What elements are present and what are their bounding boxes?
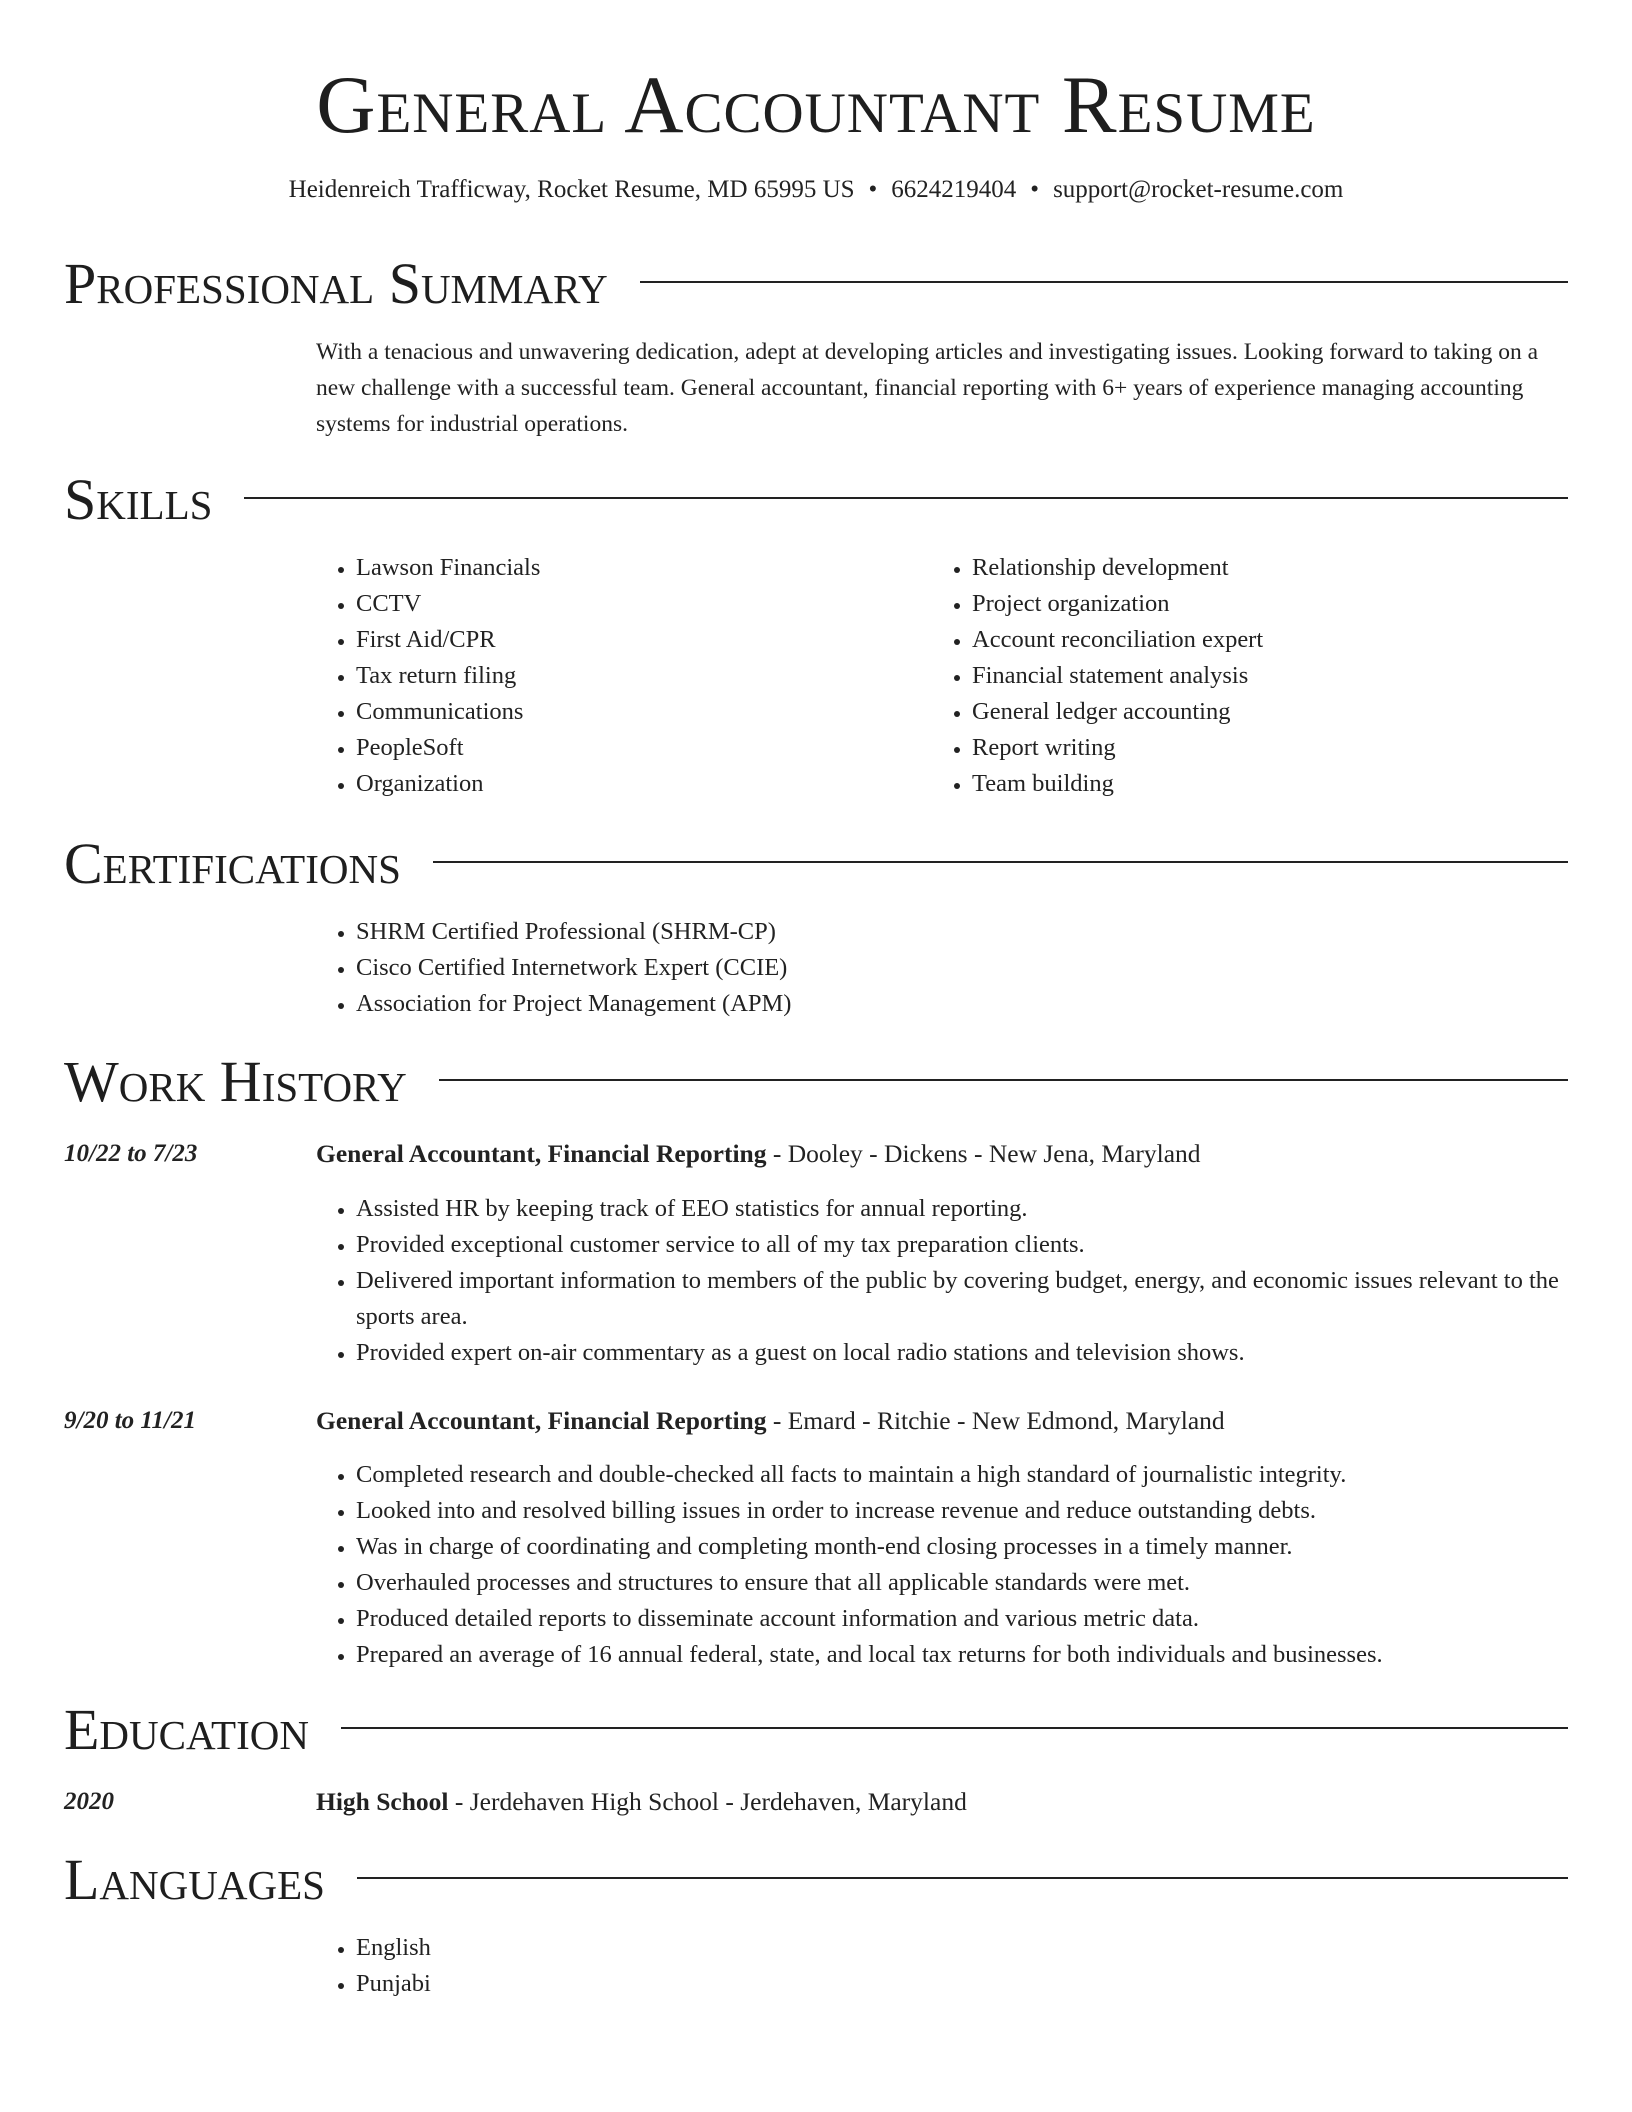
contact-line	[0, 174, 1632, 206]
section-divider	[341, 1727, 1568, 1729]
certification-item: • Cisco Certified Internetwork Expert (CCIE)	[356, 950, 1556, 986]
contact-phone: 6624219404	[891, 176, 1017, 203]
job-bullet: • Delivered important information to members of the public by covering budget, energy, and economic issues relevant to the sports area.	[356, 1263, 1616, 1335]
job-bullet: • Was in charge of coordinating and completing month-end closing processes in a timely manner.	[356, 1529, 1616, 1565]
skill-item: • Organization	[356, 766, 916, 802]
contact-separator: •	[1030, 176, 1040, 203]
certifications-list	[312, 914, 1556, 1022]
summary-section-header	[64, 252, 1568, 316]
job-bullet: • Completed research and double-checked all facts to maintain a high standard of journalistic integrity.	[356, 1457, 1616, 1493]
contact-separator: •	[868, 176, 878, 203]
skill-item: • Communications	[356, 694, 916, 730]
section-title-skills: Skills	[64, 467, 213, 532]
resume-title: General Accountant Resume	[316, 59, 1316, 150]
skills-list-left	[312, 550, 916, 802]
job-role: General Accountant, Financial Reporting	[316, 1139, 767, 1168]
skill-item: • Project organization	[972, 586, 1572, 622]
skill-item: • Team building	[972, 766, 1572, 802]
job-bullet: • Overhauled processes and structures to ensure that all applicable standards were met.	[356, 1565, 1616, 1601]
skill-item: • General ledger accounting	[972, 694, 1572, 730]
education-year: 2020	[64, 1788, 114, 1815]
section-title-summary: Professional Summary	[64, 251, 608, 316]
skill-item: • Financial statement analysis	[972, 658, 1572, 694]
job-dates: 10/22 to 7/23	[64, 1140, 198, 1167]
job-bullet: • Prepared an average of 16 annual federal, state, and local tax returns for both individuals and businesses.	[356, 1637, 1616, 1673]
job-bullets	[312, 1191, 1616, 1371]
section-divider	[439, 1079, 1568, 1081]
skill-item: • CCTV	[356, 586, 916, 622]
section-title-education: Education	[64, 1697, 309, 1762]
language-item: • English	[356, 1930, 956, 1966]
job-dates: 9/20 to 11/21	[64, 1407, 196, 1434]
certifications-section-header	[64, 832, 1568, 896]
job-role: General Accountant, Financial Reporting	[316, 1406, 767, 1435]
skill-item: • Account reconciliation expert	[972, 622, 1572, 658]
language-item: • Punjabi	[356, 1966, 956, 2002]
languages-section-header	[64, 1848, 1568, 1912]
section-title-work-history: Work History	[64, 1049, 407, 1114]
education-school-location: - Jerdehaven High School - Jerdehaven, Maryland	[448, 1787, 967, 1816]
summary-text: With a tenacious and unwavering dedication, adept at developing articles and investigating issues. Looking forward to taking on a new challenge with a successful team. General accountant, financial reporting with 6+ years of experience managing accounting systems for industrial operations.	[316, 339, 1539, 437]
education-degree: High School	[316, 1787, 449, 1816]
contact-address: Heidenreich Trafficway, Rocket Resume, MD 65995 US	[288, 176, 855, 203]
skill-item: • First Aid/CPR	[356, 622, 916, 658]
languages-list	[312, 1930, 956, 2002]
certification-item: • Association for Project Management (APM)	[356, 986, 1556, 1022]
skill-item: • PeopleSoft	[356, 730, 916, 766]
education-section-header	[64, 1698, 1568, 1762]
job-heading	[316, 1403, 1225, 1439]
skill-item: • Lawson Financials	[356, 550, 916, 586]
skill-item: • Report writing	[972, 730, 1572, 766]
job-bullets	[312, 1457, 1616, 1673]
section-divider	[244, 497, 1568, 499]
section-divider	[357, 1877, 1568, 1879]
job-heading	[316, 1136, 1201, 1172]
certification-item: • SHRM Certified Professional (SHRM-CP)	[356, 914, 1556, 950]
job-employer-location: - Emard - Ritchie - New Edmond, Maryland	[766, 1406, 1225, 1435]
job-bullet: • Provided exceptional customer service to all of my tax preparation clients.	[356, 1227, 1616, 1263]
section-divider	[433, 861, 1568, 863]
skill-item: • Tax return filing	[356, 658, 916, 694]
skill-item: • Relationship development	[972, 550, 1572, 586]
work-history-section-header	[64, 1050, 1568, 1114]
education-entry	[316, 1784, 967, 1820]
job-bullet: • Looked into and resolved billing issues in order to increase revenue and reduce outstanding debts.	[356, 1493, 1616, 1529]
section-title-certifications: Certifications	[64, 831, 401, 896]
job-employer-location: - Dooley - Dickens - New Jena, Maryland	[766, 1139, 1201, 1168]
job-bullet: • Provided expert on-air commentary as a guest on local radio stations and television shows.	[356, 1335, 1616, 1371]
job-bullet: • Assisted HR by keeping track of EEO statistics for annual reporting.	[356, 1191, 1616, 1227]
job-bullet: • Produced detailed reports to disseminate account information and various metric data.	[356, 1601, 1616, 1637]
contact-email[interactable]: support@rocket-resume.com	[1053, 176, 1344, 203]
skills-list-right	[928, 550, 1572, 802]
section-divider	[640, 281, 1568, 283]
section-title-languages: Languages	[64, 1847, 325, 1912]
skills-section-header	[64, 468, 1568, 532]
